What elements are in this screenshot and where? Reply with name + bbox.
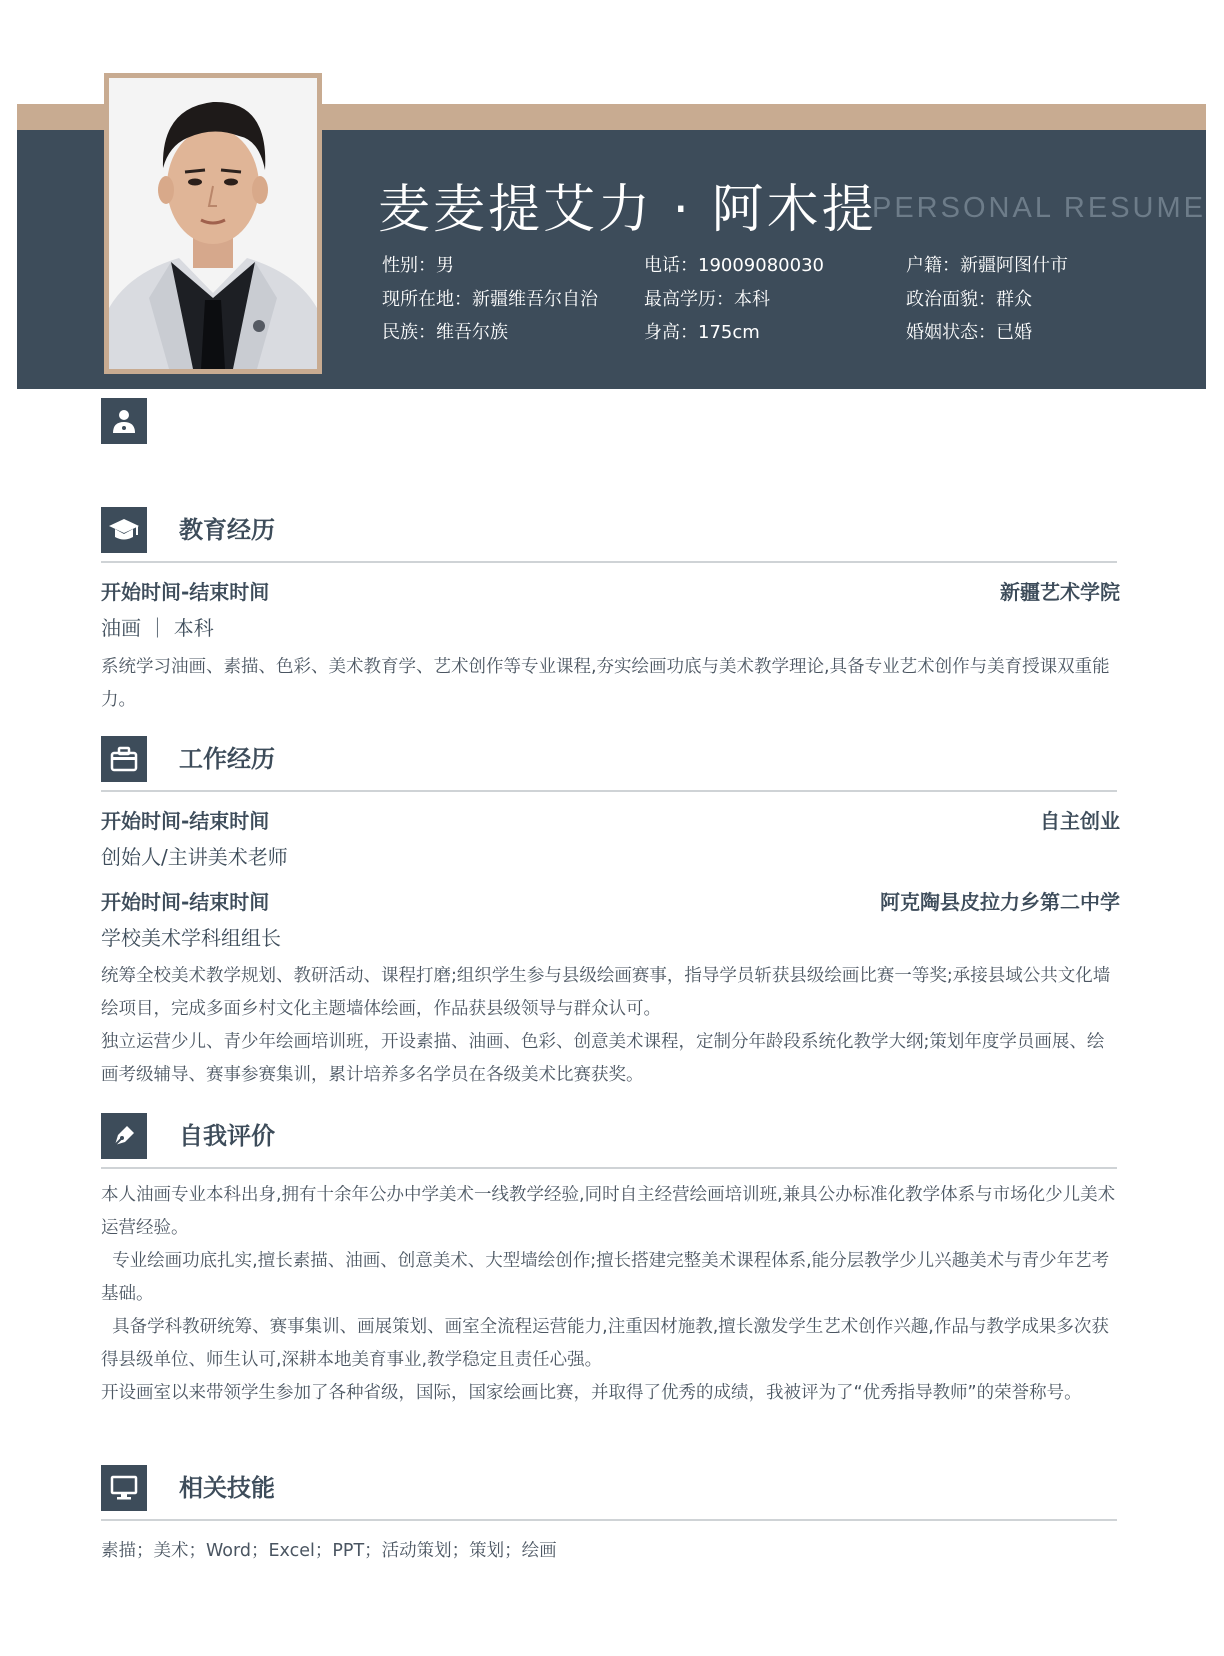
education-time: 开始时间-结束时间 [101, 580, 270, 604]
info-ethnicity: 民族：维吾尔族 [382, 322, 508, 343]
skills-divider [101, 1519, 1117, 1521]
monitor-icon [101, 1465, 147, 1511]
work-time-1: 开始时间-结束时间 [101, 809, 270, 833]
info-gender: 性别：男 [382, 255, 454, 276]
user-icon [101, 398, 147, 444]
skills-section-title: 相关技能 [179, 1474, 275, 1502]
info-phone: 电话：19009080030 [644, 255, 824, 276]
education-school: 新疆艺术学院 [1000, 580, 1120, 604]
education-description: 系统学习油画、素描、色彩、美术教育学、艺术创作等专业课程,夯实绘画功底与美术教学理论,具备专业艺术创作与美育授课双重能力。 [101, 657, 1110, 710]
self-eval-section-title: 自我评价 [179, 1122, 275, 1150]
work-org-1: 自主创业 [1040, 809, 1120, 833]
info-education: 最高学历：本科 [644, 289, 770, 310]
info-marital: 婚姻状态：已婚 [906, 322, 1032, 343]
info-location: 现所在地：新疆维吾尔自治 [382, 289, 598, 310]
work-role-1: 创始人/主讲美术老师 [101, 845, 288, 869]
education-major: 油画 ｜ 本科 [101, 616, 214, 640]
work-role-2: 学校美术学科组组长 [101, 926, 281, 950]
candidate-name: 麦麦提艾力 · 阿木提 [378, 180, 877, 240]
work-org-2: 阿克陶县皮拉力乡第二中学 [880, 890, 1120, 914]
self-eval-divider [101, 1167, 1117, 1169]
self-eval-paragraph-4: 开设画室以来带领学生参加了各种省级，国际，国家绘画比赛，并取得了优秀的成绩，我被评为了“优秀指导教师”的荣誉称号。 [101, 1383, 1082, 1403]
info-hukou: 户籍：新疆阿图什市 [906, 255, 1068, 276]
work-description-1: 统筹全校美术教学规划、教研活动、课程打磨;组织学生参与县级绘画赛事，指导学员斩获县级绘画比赛一等奖;承接县域公共文化墙绘项目，完成多面乡村文化主题墙体绘画，作品获县级领导与群众认可。 [101, 966, 1111, 1019]
work-time-2: 开始时间-结束时间 [101, 890, 270, 914]
self-eval-paragraph-3: 具备学科教研统筹、赛事集训、画展策划、画室全流程运营能力,注重因材施教,擅长激发学生艺术创作兴趣,作品与教学成果多次获得县级单位、师生认可,深耕本地美育事业,教学稳定且责任心强。 [101, 1317, 1109, 1370]
work-section-title: 工作经历 [179, 745, 275, 773]
profile-photo-frame [104, 73, 322, 374]
self-eval-paragraph-2: 专业绘画功底扎实,擅长素描、油画、创意美术、大型墙绘创作;擅长搭建完整美术课程体系,能分层教学少儿兴趣美术与青少年艺考基础。 [101, 1251, 1110, 1304]
pen-icon [101, 1113, 147, 1159]
self-eval-paragraph-1: 本人油画专业本科出身,拥有十余年公办中学美术一线教学经验,同时自主经营绘画培训班,兼具公办标准化教学体系与市场化少儿美术运营经验。 [101, 1185, 1116, 1238]
profile-photo [109, 78, 317, 369]
info-height: 身高：175cm [644, 322, 760, 343]
work-divider [101, 790, 1117, 792]
portrait-illustration [109, 78, 317, 369]
work-description-2: 独立运营少儿、青少年绘画培训班，开设素描、油画、色彩、创意美术课程，定制分年龄段系统化教学大纲;策划年度学员画展、绘画考级辅导、赛事参赛集训，累计培养多名学员在各级美术比赛获奖。 [101, 1032, 1105, 1085]
skills-list: 素描；美术；Word；Excel；PPT；活动策划；策划；绘画 [101, 1541, 557, 1561]
education-divider [101, 561, 1117, 563]
graduation-cap-icon [101, 507, 147, 553]
briefcase-icon [101, 736, 147, 782]
resume-subtitle: PERSONAL RESUME [872, 192, 1206, 224]
education-section-title: 教育经历 [179, 516, 275, 544]
info-political: 政治面貌：群众 [906, 289, 1032, 310]
